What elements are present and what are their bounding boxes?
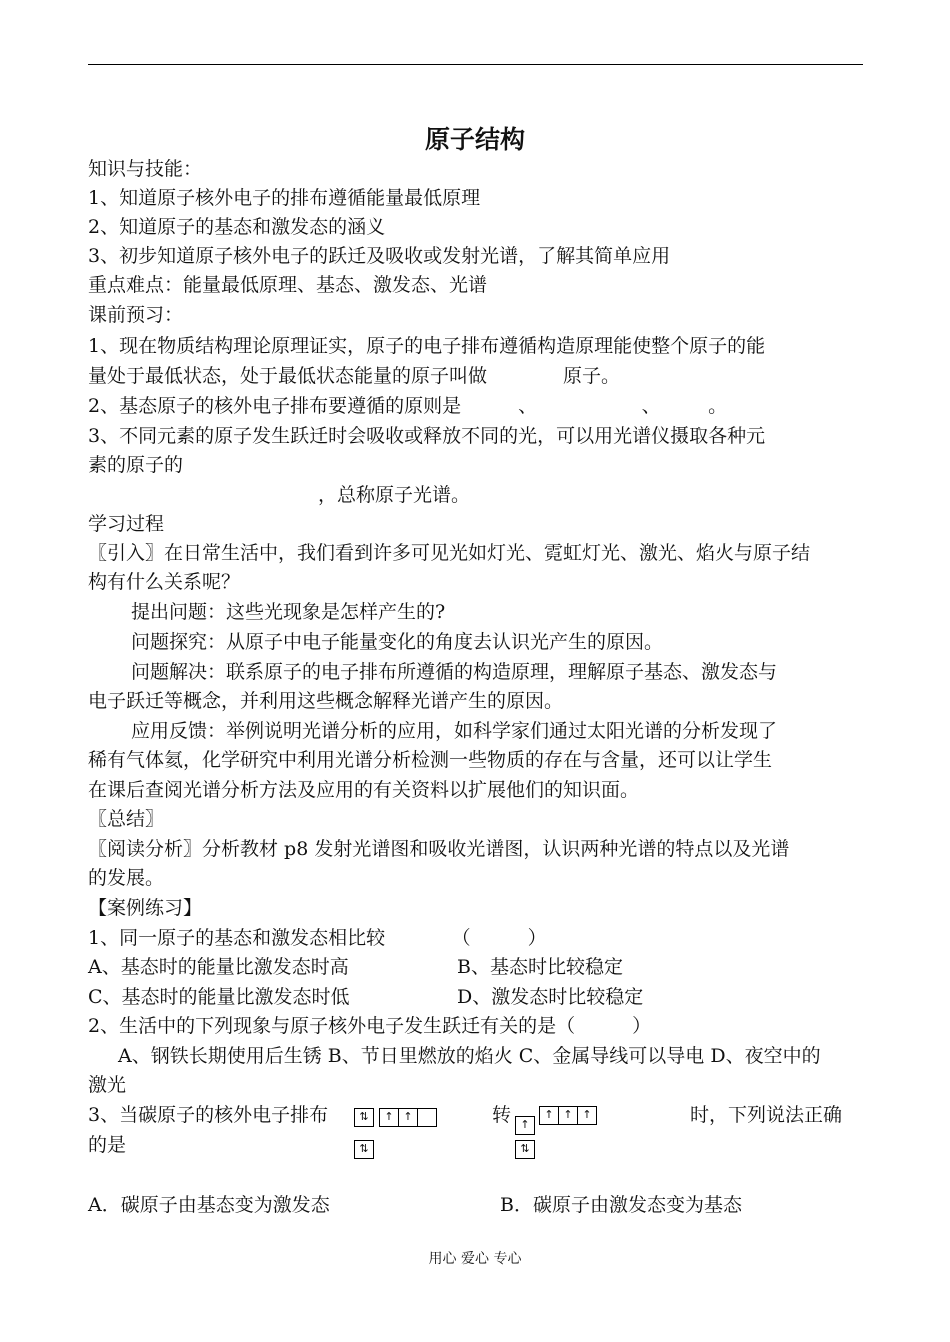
text-line: 1、知道原子核外电子的排布遵循能量最低原理 (88, 187, 481, 209)
text-line: 3、不同元素的原子发生跃迁时会吸收或释放不同的光，可以用光谱仪摄取各种元 (88, 425, 766, 447)
text-line: 〖阅读分析〗分析教材 p8 发射光谱图和吸收光谱图，认识两种光谱的特点以及光谱 (88, 838, 790, 860)
section-heading: 学习过程 (88, 513, 165, 535)
text-line: 问题解决：联系原子的电子排布所遵循的构造原理，理解原子基态、激发态与 (131, 661, 778, 683)
text-line: 电子跃迁等概念，并利用这些概念解释光谱产生的原因。 (88, 690, 564, 712)
option-b: B．碳原子由激发态变为基态 (500, 1194, 742, 1216)
text-line: ，总称原子光谱。 (318, 484, 471, 506)
section-heading: 课前预习： (88, 304, 184, 326)
orbital-box: ⇅ (359, 1142, 369, 1155)
text-line: 提出问题：这些光现象是怎样产生的? (131, 601, 446, 623)
orbital-box: ↑ (399, 1109, 418, 1126)
question-1: 1、同一原子的基态和激发态相比较 （ ） (88, 927, 547, 949)
orbital-box: ↑ (540, 1107, 559, 1124)
section-heading: 〖总结〗 (88, 808, 165, 830)
text-line: 重点难点：能量最低原理、基态、激发态、光谱 (88, 274, 488, 296)
text-line: 激光 (88, 1074, 127, 1096)
question-3: 3、当碳原子的核外电子排布 (88, 1104, 329, 1126)
section-heading: 【案例练习】 (88, 897, 203, 919)
text-line: 素的原子的 (88, 454, 184, 476)
page-title: 原子结构 (424, 125, 525, 154)
section-heading: 知识与技能： (88, 158, 203, 180)
text-line: 稀有气体氦，化学研究中利用光谱分析检测一些物质的存在与含量，还可以让学生 (88, 749, 773, 771)
option-d: D、激发态时比较稳定 (457, 986, 644, 1008)
question-2-options: A、钢铁长期使用后生锈 B、节日里燃放的焰火 C、金属导线可以导电 D、夜空中的 (118, 1045, 821, 1067)
page-footer: 用心 爱心 专心 (428, 1251, 522, 1267)
orbital-box: ↑ (582, 1108, 592, 1121)
orbital-box: ↑ (559, 1107, 578, 1124)
orbital-ground-2p (379, 1108, 437, 1127)
orbital-ground-2s (354, 1108, 374, 1127)
text-line: 2、基态原子的核外电子排布要遵循的原则是 、 、 。 (88, 395, 728, 417)
text-line: 的是 (88, 1134, 127, 1156)
option-a: A．碳原子由基态变为激发态 (88, 1194, 330, 1216)
orbital-excited-2s (515, 1116, 535, 1135)
header-rule (88, 64, 863, 65)
orbital-box: ⇅ (359, 1110, 369, 1123)
question-2: 2、生活中的下列现象与原子核外电子发生跃迁有关的是（ ） (88, 1015, 652, 1037)
text-line: 1、现在物质结构理论原理证实，原子的电子排布遵循构造原理能使整个原子的能 (88, 335, 766, 357)
text-line: 3、初步知道原子核外电子的跃迁及吸收或发射光谱，了解其简单应用 (88, 245, 671, 267)
option-a: A、基态时的能量比激发态时高 (88, 956, 349, 978)
text-line: 〖引入〗在日常生活中，我们看到许多可见光如灯光、霓虹灯光、激光、焰火与原子结 (88, 542, 811, 564)
option-b: B、基态时比较稳定 (457, 956, 623, 978)
option-c: C、基态时的能量比激发态时低 (88, 986, 350, 1008)
orbital-box: ↑ (380, 1109, 399, 1126)
orbital-box (418, 1109, 436, 1126)
text-line: 的发展。 (88, 867, 165, 889)
orbital-excited-2p (539, 1106, 597, 1125)
orbital-box: ⇅ (520, 1142, 530, 1155)
orbital-excited-1s (515, 1140, 535, 1159)
text-line: 量处于最低状态，处于最低状态能量的原子叫做 原子。 (88, 365, 621, 387)
text-line: 应用反馈：举例说明光谱分析的应用，如科学家们通过太阳光谱的分析发现了 (131, 720, 778, 742)
orbital-ground-1s (354, 1140, 374, 1159)
text-line: 在课后查阅光谱分析方法及应用的有关资料以扩展他们的知识面。 (88, 779, 640, 801)
text-line: 构有什么关系呢？ (88, 571, 241, 593)
orbital-box: ↑ (520, 1118, 530, 1131)
question-3-end: 时，下列说法正确 (690, 1104, 843, 1126)
text-line: 问题探究：从原子中电子能量变化的角度去认识光产生的原因。 (131, 631, 664, 653)
question-3-connector: 转 (492, 1104, 512, 1126)
text-line: 2、知道原子的基态和激发态的涵义 (88, 216, 386, 238)
